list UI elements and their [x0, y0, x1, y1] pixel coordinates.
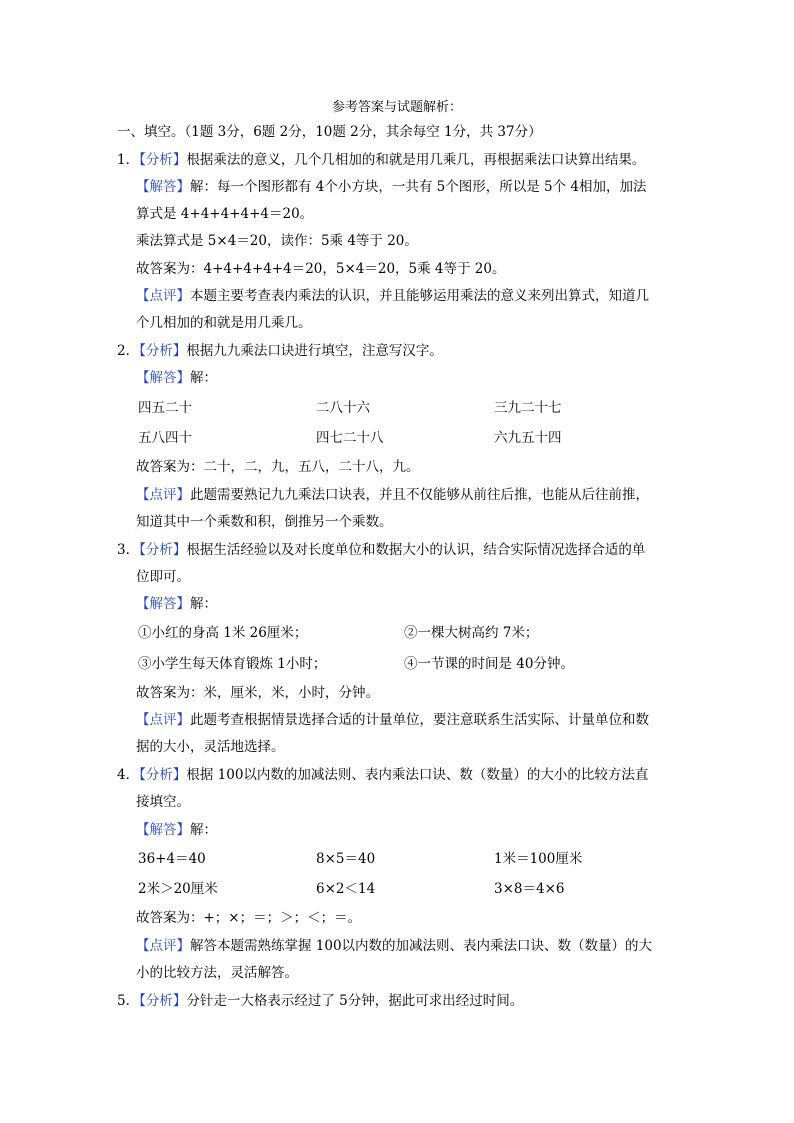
q1-answer-line-2: 算式是 4+4+4+4+4＝20。	[136, 206, 314, 222]
q4-grid-cell: 3×8＝4×6	[494, 881, 565, 897]
q2-answer-line	[136, 368, 217, 388]
q3-number: 3．	[117, 542, 140, 558]
q4-answer-text: 解：	[190, 822, 217, 838]
q2-comment-line-2: 知道其中一个乘数和积，倒推另一个乘数。	[136, 514, 393, 530]
q3-comment-text: 此题考查根据情景选择合适的计量单位，要注意联系生活实际、计量单位和数	[190, 712, 649, 728]
q3-grid-cell: ③小学生每天体育锻炼 1小时；	[138, 656, 327, 672]
comment-tag: 【点评】	[136, 938, 190, 954]
comment-tag: 【点评】	[136, 288, 190, 304]
q4-grid-cell: 1米＝100厘米	[494, 851, 583, 867]
q4-analysis-line-2: 接填空。	[136, 794, 190, 810]
page-title: 参考答案与试题解析：	[331, 100, 462, 115]
analysis-tag: 【分析】	[139, 152, 187, 168]
q3-final-answer: 故答案为：米，厘米，米，小时，分钟。	[136, 685, 379, 701]
q1-comment-line	[136, 286, 649, 306]
analysis-tag: 【分析】	[139, 343, 187, 359]
q3-analysis-text: 根据生活经验以及对长度单位和数据大小的认识，结合实际情况选择合适的单	[186, 542, 646, 558]
q2-grid-cell: 六九五十四	[494, 430, 562, 446]
q2-number: 2．	[117, 343, 140, 359]
q5-analysis-line	[117, 991, 523, 1011]
analysis-tag: 【分析】	[139, 993, 187, 1009]
section-header: 一、填空。（1题 3分，6题 2分，10题 2分，其余每空 1分，共 37分）	[117, 124, 542, 140]
comment-tag: 【点评】	[136, 487, 190, 503]
answer-tag: 【解答】	[136, 596, 190, 612]
answer-tag: 【解答】	[136, 179, 190, 195]
q2-grid-cell: 四七二十八	[316, 430, 384, 446]
comment-tag: 【点评】	[136, 712, 190, 728]
analysis-tag: 【分析】	[139, 767, 187, 783]
q3-grid-cell: ④一节课的时间是 40分钟。	[404, 656, 574, 672]
q3-comment-line	[136, 710, 649, 730]
q3-answer-line	[136, 594, 217, 614]
q1-final-answer: 故答案为：4+4+4+4+4＝20，5×4＝20，5乘 4等于 20。	[136, 261, 506, 277]
q3-answer-text: 解：	[190, 596, 217, 612]
q4-grid-cell: 6×2＜14	[316, 881, 376, 897]
q2-grid-cell: 二八十六	[316, 400, 370, 416]
q2-analysis-text: 根据九九乘法口诀进行填空，注意写汉字。	[186, 343, 443, 359]
q3-grid-cell: ②一棵大树高约 7米；	[404, 625, 539, 641]
q1-comment-text: 本题主要考查表内乘法的认识，并且能够运用乘法的意义来列出算式，知道几	[190, 288, 649, 304]
q4-analysis-text: 根据 100以内数的加减法则、表内乘法口诀、数（数量）的大小的比较方法直	[186, 767, 649, 783]
q5-number: 5．	[117, 993, 140, 1009]
q5-analysis-text: 分针走一大格表示经过了 5分钟，据此可求出经过时间。	[186, 993, 524, 1009]
q2-grid-cell: 三九二十七	[494, 400, 562, 416]
q3-analysis-line	[117, 540, 645, 560]
q3-grid-cell: ①小红的身高 1米 26厘米；	[138, 625, 308, 641]
q4-final-answer: 故答案为：+；×；＝；＞；＜；＝。	[136, 910, 362, 926]
q2-grid-cell: 五八四十	[138, 430, 192, 446]
q1-answer-line	[136, 177, 647, 197]
q4-grid-cell: 36+4＝40	[138, 851, 206, 867]
q4-comment-line	[136, 936, 652, 956]
q3-analysis-line-2: 位即可。	[136, 569, 190, 585]
q4-grid-cell: 2米＞20厘米	[138, 881, 218, 897]
q1-answer-text: 解：每一个图形都有 4个小方块，一共有 5个图形，所以是 5个 4相加，加法	[190, 179, 647, 195]
q2-grid-cell: 四五二十	[138, 400, 192, 416]
q1-number: 1．	[117, 152, 140, 168]
q4-answer-line	[136, 820, 217, 840]
q4-grid-cell: 8×5＝40	[316, 851, 376, 867]
q3-comment-line-2: 据的大小，灵活地选择。	[136, 739, 285, 755]
q4-number: 4．	[117, 767, 140, 783]
q1-analysis-line	[117, 150, 645, 170]
q2-comment-line	[136, 485, 649, 505]
q2-answer-text: 解：	[190, 370, 217, 386]
q4-comment-text: 解答本题需熟练掌握 100以内数的加减法则、表内乘法口诀、数（数量）的大	[190, 938, 653, 954]
q4-comment-line-2: 小的比较方法，灵活解答。	[136, 965, 298, 981]
q2-comment-text: 此题需要熟记九九乘法口诀表，并且不仅能够从前往后推，也能从后往前推，	[190, 487, 649, 503]
q4-analysis-line	[117, 765, 648, 785]
q2-analysis-line	[117, 341, 443, 361]
answer-tag: 【解答】	[136, 370, 190, 386]
q1-answer-line-3: 乘法算式是 5×4＝20，读作：5乘 4等于 20。	[136, 233, 418, 249]
q1-comment-line-2: 个几相加的和就是用几乘几。	[136, 315, 312, 331]
answer-tag: 【解答】	[136, 822, 190, 838]
q2-final-answer: 故答案为：二十，二，九，五八，二十八，九。	[136, 459, 420, 475]
q1-analysis-text: 根据乘法的意义，几个几相加的和就是用几乘几，再根据乘法口诀算出结果。	[186, 152, 646, 168]
analysis-tag: 【分析】	[139, 542, 187, 558]
